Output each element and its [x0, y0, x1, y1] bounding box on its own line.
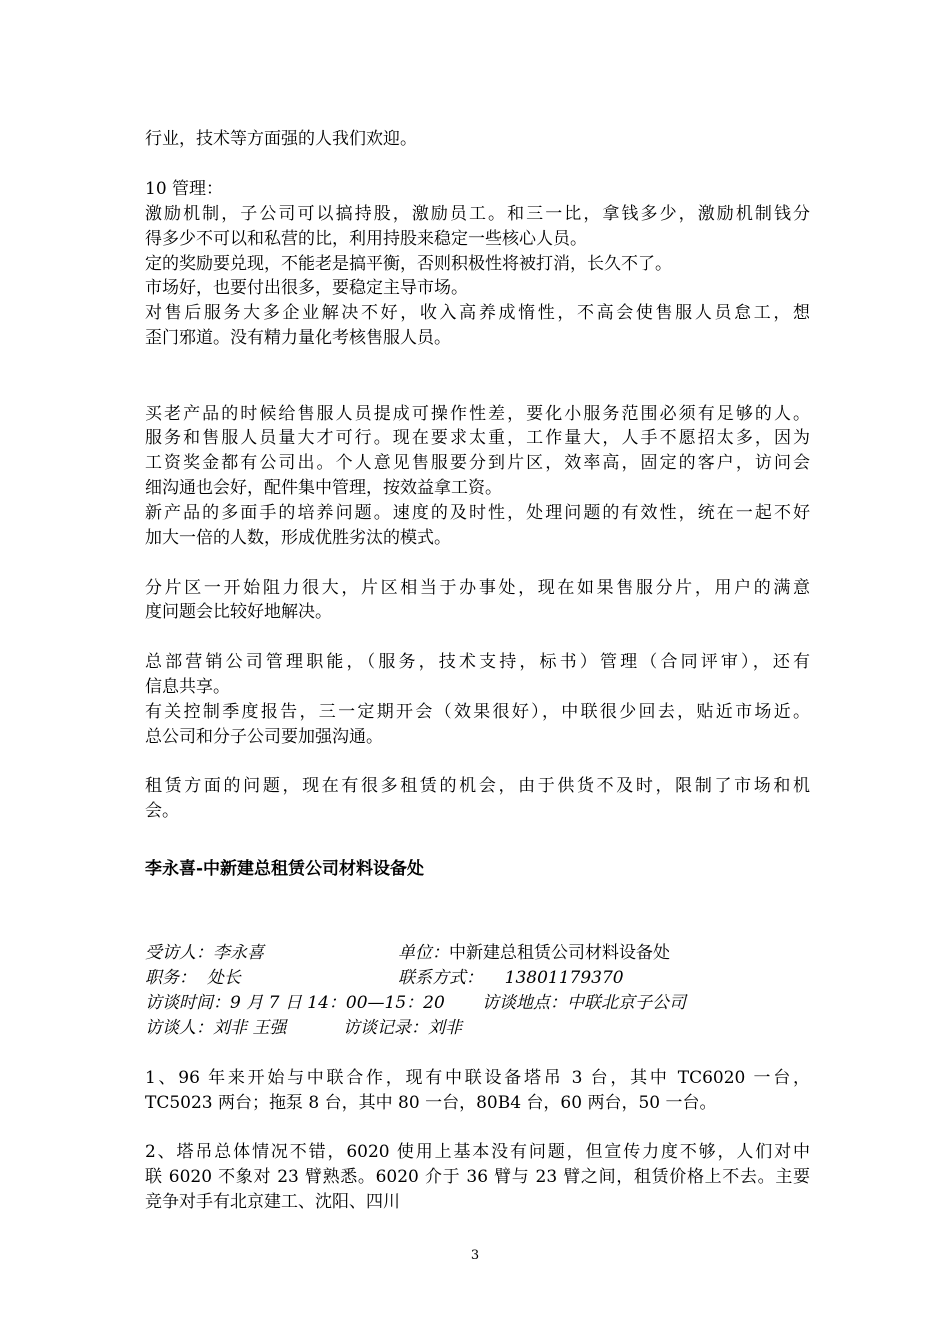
- list-item-1-line: 1、96 年来开始与中联合作，现有中联设备塔吊 3 台，其中 TC6020 一台，: [145, 1068, 810, 1088]
- text-line: 度问题会比较好地解决。: [145, 602, 332, 622]
- recorder-value: 刘非: [428, 1018, 462, 1038]
- place-value: 中联北京子公司: [567, 993, 686, 1013]
- section-heading: 李永喜-中新建总租赁公司材料设备处: [145, 859, 425, 879]
- list-item-1-line: TC5023 两台；拖泵 8 台，其中 80 一台，80B4 台，60 两台，50 一台。: [145, 1093, 717, 1113]
- text-line: 有关控制季度报告，三一定期开会（效果很好），中联很少回去，贴近市场近。: [145, 702, 810, 722]
- text-line: 分片区一开始阻力很大，片区相当于办事处，现在如果售服分片，用户的满意: [145, 578, 810, 598]
- position-label: 职务：: [145, 968, 196, 988]
- interviewee-value: 李永喜: [213, 943, 264, 963]
- time-row: [145, 991, 810, 1015]
- interviewee-label: 受访人：: [145, 943, 213, 963]
- list-item-2-line: 竞争对手有北京建工、沈阳、四川: [145, 1192, 400, 1212]
- unit-value: 中新建总租赁公司材料设备处: [449, 943, 670, 963]
- text-line: 对售后服务大多企业解决不好，收入高养成惰性，不高会使售服人员怠工，想: [145, 303, 810, 323]
- text-line: 得多少不可以和私营的比，利用持股来稳定一些核心人员。: [145, 229, 587, 249]
- text-line: 市场好，也要付出很多，要稳定主导市场。: [145, 278, 468, 298]
- text-line: 定的奖励要兑现，不能老是搞平衡，否则积极性将被打消，长久不了。: [145, 254, 672, 274]
- text-line: 总公司和分子公司要加强沟通。: [145, 727, 383, 747]
- interviewer-row: [145, 1016, 810, 1040]
- contact-label: 联系方式：: [398, 968, 483, 988]
- text-line: 歪门邪道。没有精力量化考核售服人员。: [145, 328, 451, 348]
- place-label: 访谈地点：: [482, 993, 567, 1013]
- text-line: 激励机制，子公司可以搞持股，激励员工。和三一比，拿钱多少，激励机制钱分: [145, 204, 810, 224]
- text-line: 加大一倍的人数，形成优胜劣汰的模式。: [145, 528, 451, 548]
- recorder-row: [343, 1016, 462, 1040]
- place-row: [482, 991, 686, 1015]
- text-line: 工资奖金都有公司出。个人意见售服要分到片区，效率高，固定的客户，访问会: [145, 453, 810, 473]
- contact-value: 13801179370: [504, 968, 624, 988]
- text-line: 新产品的多面手的培养问题。速度的及时性，处理问题的有效性，统在一起不好: [145, 503, 810, 523]
- contact-row: [398, 966, 624, 990]
- page-number: 3: [470, 1248, 480, 1263]
- unit-row: [398, 941, 670, 965]
- interviewer-label: 访谈人：: [145, 1018, 213, 1038]
- position-value: 处长: [206, 968, 241, 988]
- unit-label: 单位：: [398, 943, 449, 963]
- text-line: 细沟通也会好，配件集中管理，按效益拿工资。: [145, 478, 502, 498]
- time-label: 访谈时间：: [145, 993, 230, 1013]
- text-line: 行业，技术等方面强的人我们欢迎。: [145, 129, 417, 149]
- text-line: 总部营销公司管理职能，（服务，技术支持，标书）管理（合同评审），还有: [145, 652, 810, 672]
- text-line: 买老产品的时候给售服人员提成可操作性差，要化小服务范围必须有足够的人。: [145, 404, 810, 424]
- text-line: 会。: [145, 801, 179, 821]
- text-line: 租赁方面的问题，现在有很多租赁的机会，由于供货不及时，限制了市场和机: [145, 776, 810, 796]
- section-title-management: 10 管理：: [145, 179, 224, 199]
- text-line: 服务和售服人员量大才可行。现在要求太重，工作量大，人手不愿招太多，因为: [145, 428, 810, 448]
- interviewer-value: 刘非 王强: [213, 1018, 287, 1038]
- list-item-2-line: 联 6020 不象对 23 臂熟悉。6020 介于 36 臂与 23 臂之间，租赁价格上不去。主要: [145, 1167, 810, 1187]
- text-line: 信息共享。: [145, 677, 230, 697]
- time-value: 9 月 7 日 14：00—15：20: [230, 993, 445, 1013]
- recorder-label: 访谈记录：: [343, 1018, 428, 1038]
- list-item-2-line: 2、塔吊总体情况不错，6020 使用上基本没有问题，但宣传力度不够，人们对中: [145, 1142, 810, 1162]
